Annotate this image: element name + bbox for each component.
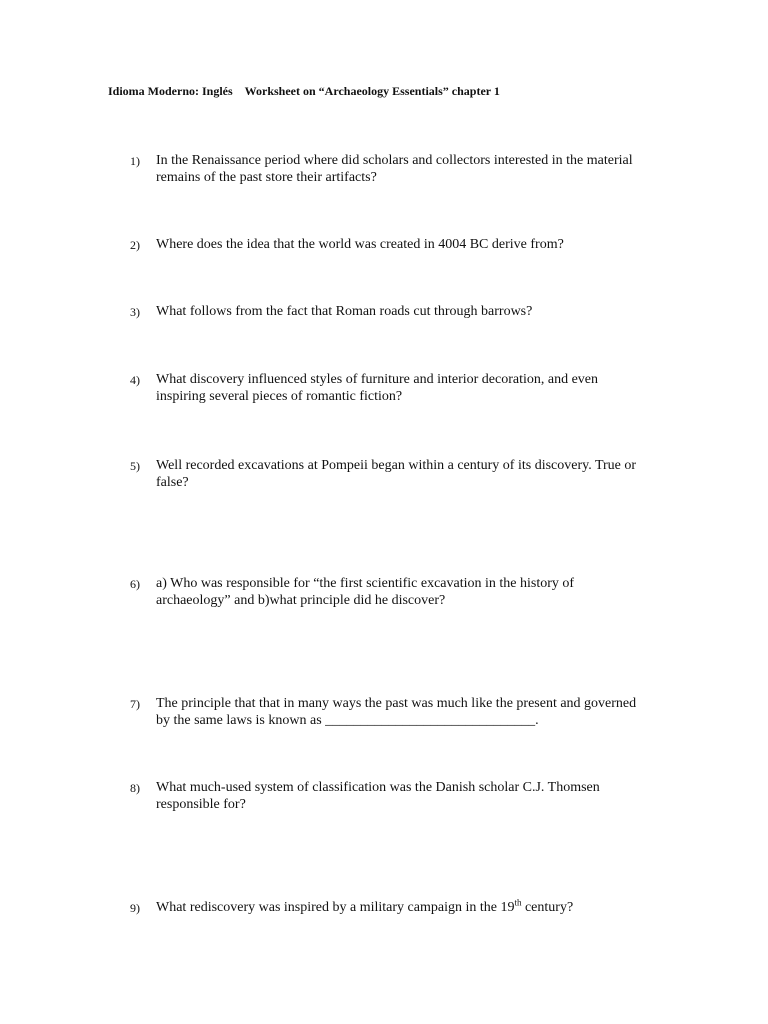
question-9 <box>130 899 650 916</box>
question-number: 4) <box>130 373 140 387</box>
question-text-end: century? <box>521 900 574 915</box>
question-1 <box>130 152 650 186</box>
question-3 <box>130 303 650 320</box>
question-number: 7) <box>130 697 140 711</box>
question-number: 3) <box>130 305 140 319</box>
question-text-main: What rediscovery was inspired by a military campaign in the 19 <box>156 900 515 915</box>
question-text: Where does the idea that the world was created in 4004 BC derive from? <box>156 237 564 252</box>
question-number: 1) <box>130 154 140 168</box>
question-text: Well recorded excavations at Pompeii began within a century of its discovery. True or false? <box>156 458 637 490</box>
question-6 <box>130 575 650 609</box>
course-title: Idioma Moderno: Inglés <box>108 84 233 98</box>
question-number: 6) <box>130 577 140 591</box>
question-number: 5) <box>130 459 140 473</box>
worksheet-title: Worksheet on “Archaeology Essentials” chapter 1 <box>244 84 500 98</box>
question-text <box>156 899 650 916</box>
ordinal-suffix: th <box>514 897 522 908</box>
question-8 <box>130 779 650 813</box>
question-2 <box>130 236 650 253</box>
question-number: 8) <box>130 781 140 795</box>
question-text: What discovery influenced styles of furniture and interior decoration, and even inspiring several pieces of romantic fiction? <box>156 372 599 404</box>
question-text: In the Renaissance period where did scholars and collectors interested in the material remains of the past store their artifacts? <box>156 153 633 185</box>
question-text: What follows from the fact that Roman roads cut through barrows? <box>156 304 533 319</box>
question-text: a) Who was responsible for “the first scientific excavation in the history of archaeology” and b)what principle did he discover? <box>156 576 575 608</box>
question-number: 9) <box>130 901 140 915</box>
question-number: 2) <box>130 238 140 252</box>
worksheet-header <box>108 84 500 99</box>
question-text: What much-used system of classification was the Danish scholar C.J. Thomsen responsible for? <box>156 780 600 812</box>
question-4 <box>130 371 650 405</box>
question-text: The principle that that in many ways the past was much like the present and governed by the same laws is known as ______________________________. <box>156 696 637 728</box>
question-5 <box>130 457 650 491</box>
question-7 <box>130 695 650 729</box>
